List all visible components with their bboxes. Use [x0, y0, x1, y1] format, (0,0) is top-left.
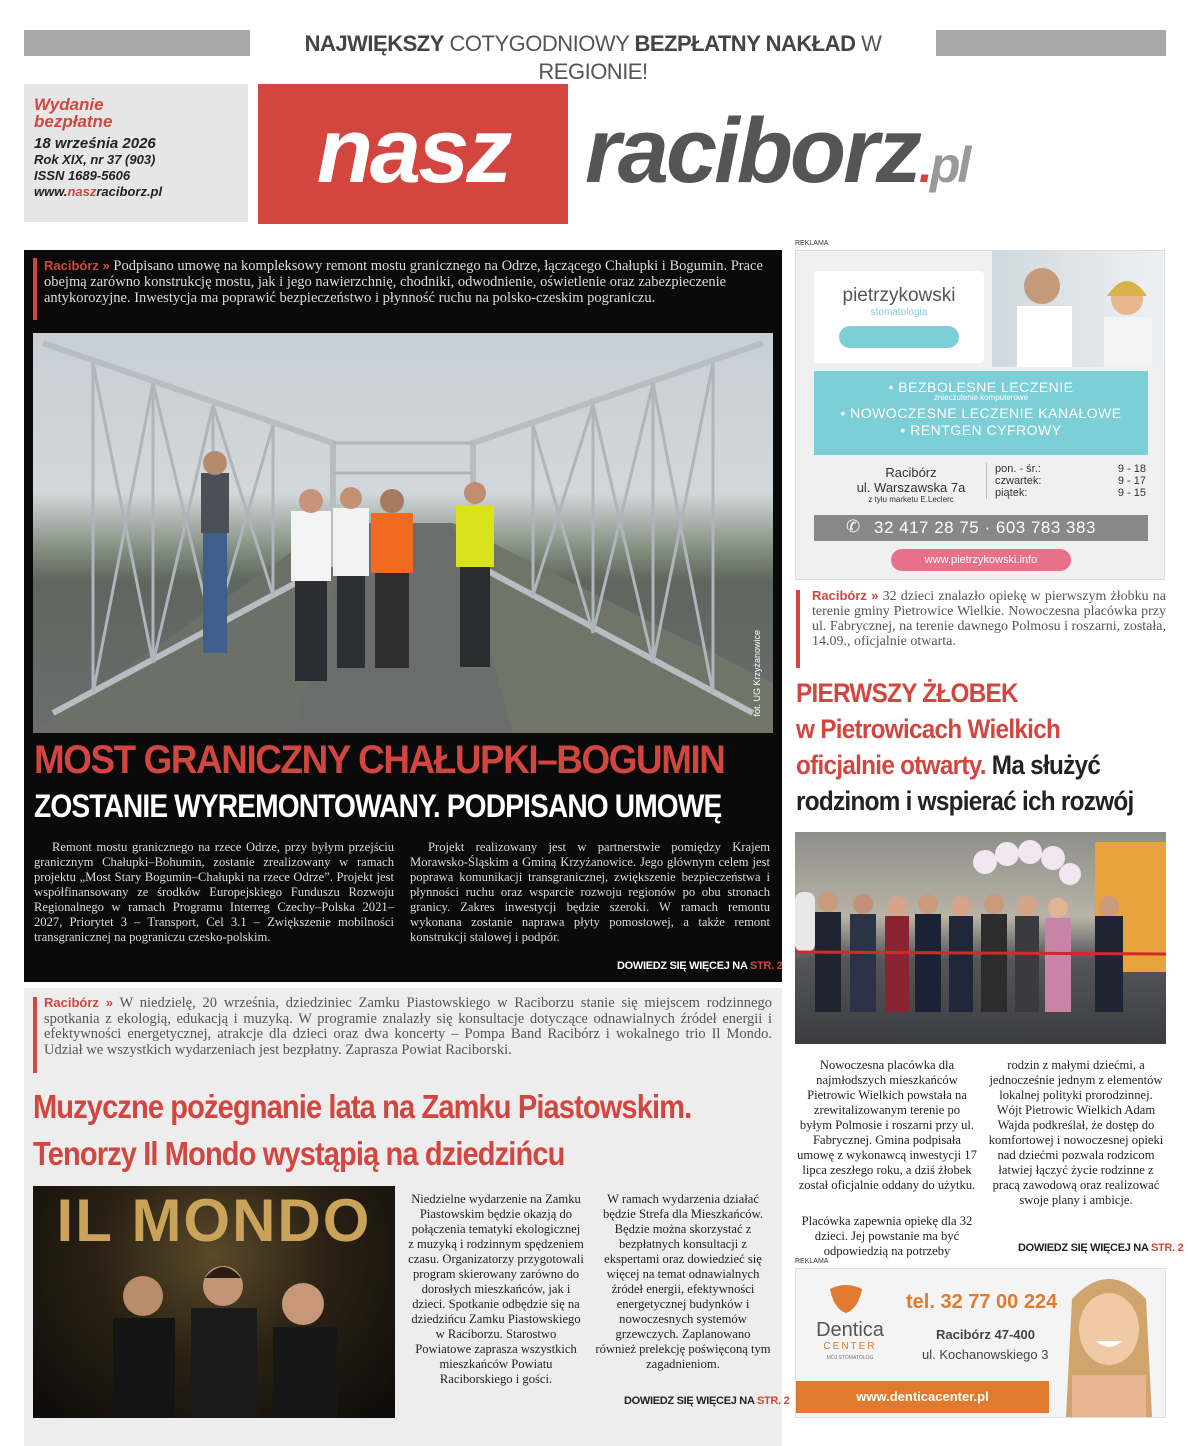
- music-col-1: Niedzielne wydarzenie na Zamku Piastowskim będzie okazją do połączenia tematyki ekologicznej z muzyką i rodzinnym spędzeniem czasu. Organizatorzy przygotowali program skierowany zarówno do dorosłych mieszkańców, jak i dzieci. Spotkanie odbędzie się na dziedzińcu Zamku Piastowskiego w Raciborzu. Starostwo Powiatowe zaprasza wszystkich mieszkańców Powiatu Raciborskiego i gości.: [408, 1192, 584, 1386]
- dentica-brand: Dentica: [816, 1319, 884, 1341]
- ad-pietrzykowski[interactable]: [795, 250, 1165, 580]
- ad-service-1: • BEZBOLESNE LECZENIE: [888, 379, 1074, 395]
- lead-accent-bar: [33, 258, 37, 320]
- nursery-head-4: rodzinom i wspierać ich rozwój: [796, 786, 1134, 816]
- free-edition-label: Wydanie: [34, 95, 104, 114]
- dentica-city: Racibórz 47-400: [936, 1327, 1035, 1342]
- ad-services: [814, 371, 1148, 455]
- music-accent-bar: [33, 997, 37, 1073]
- issue-issn: ISSN 1689-5606: [34, 168, 131, 183]
- nursery-accent-bar: [796, 590, 800, 668]
- issue-volume: Rok XIX, nr 37 (903): [34, 152, 156, 167]
- ad-brand-box: [814, 271, 984, 363]
- tagline: NAJWIĘKSZY COTYGODNIOWY BEZPŁATNY NAKŁAD W REGIONIE!: [250, 30, 936, 58]
- dentica-street: ul. Kochanowskiego 3: [922, 1347, 1049, 1362]
- main-headline-white: ZOSTANIE WYREMONTOWANY. PODPISANO UMOWĘ: [34, 788, 722, 824]
- phone-icon: ✆: [846, 517, 861, 536]
- poster-title: IL MONDO: [56, 1187, 372, 1254]
- ad-brand: pietrzykowski: [842, 285, 956, 306]
- ad-hours: pon. - śr.: 9 - 18 czwartek: 9 - 17 piątek: 9 - 15: [986, 463, 1146, 499]
- ad-label-2: REKLAMA: [795, 1258, 829, 1265]
- logo-nasz: nasz: [258, 84, 568, 224]
- dentica-logo-icon: [828, 1285, 864, 1315]
- dentica-phone[interactable]: tel. 32 77 00 224: [906, 1291, 1058, 1313]
- main-col-1: Remont mostu granicznego na rzece Odrze, przy byłym przejściu granicznym Chałupki–Bohumin, zostanie zrealizowany w ramach projektu „Most Stary Bogumin–Chałupki na rzece Odrze”. Projekt jest współfinansowany ze środków Europejskiego Funduszu Rozwoju Regionalnego w ramach Programu Interreg Czechy–Polska 2021–2027, Priorytet 3 – Transport, Cel 3.1 – Zwiększenie mobilności transgranicznej na pograniczu czesko-polskim.: [34, 840, 394, 944]
- nursery-more-link[interactable]: DOWIEDZ SIĘ WIĘCEJ NA STR. 2: [1018, 1242, 1184, 1254]
- music-more-link[interactable]: DOWIEDZ SIĘ WIĘCEJ NA STR. 2: [624, 1395, 790, 1407]
- ad-phones: 32 417 28 75 · 603 783 383: [874, 518, 1096, 537]
- ad-service-2: • NOWOCZESNE LECZENIE KANAŁOWE: [840, 405, 1122, 421]
- dentica-tag: MÓJ STOMATOLOG: [826, 1355, 874, 1361]
- main-lead: Racibórz » Podpisano umowę na kompleksowy remont mostu granicznego na Odrze, łączącego Chałupki i Bogumin. Prace obejmą zarówno konstrukcję mostu, jak i jego nawierzchnię, chodniki, odwodnienie, oświetlenie oraz zabezpieczenie antykorozyjne. Inwestycja ma poprawić bezpieczeństwo i płynność ruchu na polsko-czeskim pograniczu.: [44, 258, 763, 306]
- ad-photo-dentists: [992, 251, 1164, 367]
- main-more-link[interactable]: DOWIEDZ SIĘ WIĘCEJ NA STR. 2: [617, 960, 783, 972]
- main-col-2: Projekt realizowany jest w partnerstwie pomiędzy Krajem Morawsko-Śląskim a Gminą Krzyżanowice. Jego głównym celem jest poprawa komunikacji transgranicznej, zwiększenie bezpieczeństwa i płynności ruchu oraz wsparcie rozwoju regionów po obu stronach granicy. Zakres inwestycji będzie szeroki. W ramach remontu wykonana zostanie naprawa płyty pomostowej, a także remont konstrukcji stalowej i podpór.: [410, 840, 770, 944]
- dentica-url[interactable]: www.denticacenter.pl: [796, 1381, 1049, 1413]
- ad-dentica[interactable]: [795, 1268, 1166, 1418]
- music-lead: Racibórz » W niedzielę, 20 września, dziedziniec Zamku Piastowskiego w Raciborzu stanie się miejscem rodzinnego spotkania z ekologią, edukacją i muzyką. W programie znalazły się konsultacje dotyczące odnawialnych źródeł energii i efektywności energetycznej, atrakcje dla dzieci oraz dwa koncerty – Pompa Band Racibórz i wokalnego trio Il Mondo. Udział we wszystkich wydarzeniach jest bezpłatny. Zaprasza Powiat Raciborski.: [44, 995, 772, 1058]
- nursery-head-1: PIERWSZY ŻŁOBEK: [796, 678, 1018, 708]
- bridge-photo: [33, 333, 773, 733]
- free-edition-label-2: bezpłatne: [34, 112, 113, 131]
- ad-url[interactable]: www.pietrzykowski.info: [891, 549, 1071, 571]
- nursery-col-1: Nowoczesna placówka dla najmłodszych mieszkańców Pietrowic Wielkich powstała na zrewitalizowanym terenie po byłym Polmosie i roszarni przy ul. Fabrycznej. Gmina podpisała umowę z wykonawcą inwestycji 17 lipca zeszłego roku, a dziś żłobek został oficjalnie oddany do użytku.: [797, 1058, 977, 1192]
- nursery-col-1b: Placówka zapewnia opiekę dla 32 dzieci. Jej powstanie ma być odpowiedzią na potrzeby: [801, 1214, 973, 1258]
- nursery-col-2: rodzin z małymi dziećmi, a jednocześnie jednym z elementów lokalnej polityki prorodzinnej. Wójt Pietrowic Wielkich Adam Wajda podkreślał, że dostęp do komfortowej i nowoczesnej opieki nad dziećmi pozwala rodzicom łatwiej łączyć życie rodzinne z pracą zawodową oraz realizować swoje plany i ambicje.: [988, 1058, 1164, 1207]
- issue-url[interactable]: www.naszraciborz.pl: [34, 184, 163, 199]
- nursery-photo: [795, 832, 1166, 1044]
- ad-address: Racibórz ul. Warszawska 7a z tyłu marketu E.Leclerc: [856, 465, 966, 504]
- main-headline-red: MOST GRANICZNY CHAŁUPKI–BOGUMIN: [34, 738, 725, 782]
- nursery-head-3: oficjalnie otwarty. Ma służyć: [796, 750, 1101, 780]
- ad-brand-sub: stomatologia: [870, 307, 928, 318]
- nursery-head-2: w Pietrowicach Wielkich: [796, 714, 1061, 744]
- issue-info: [24, 84, 248, 222]
- tooth-icons: [839, 326, 959, 348]
- logo-raciborz: raciborz.pl: [585, 100, 969, 202]
- ad-service-1-sub: znieczulenie komputerowe: [933, 393, 1029, 402]
- dentica-brand-sub: CENTER: [823, 1341, 877, 1352]
- nursery-lead: Racibórz » 32 dzieci znalazło opiekę w pierwszym żłobku na terenie gminy Pietrowice Wielkie. Nowoczesna placówka przy ul. Fabrycznej, na terenie dawnego Polmosu i roszarni, została, 14.09., oficjalnie otwarta.: [812, 588, 1167, 649]
- dentica-photo-woman: [1052, 1269, 1166, 1417]
- music-col-2: W ramach wydarzenia działać będzie Strefa dla Mieszkańców. Będzie można skorzystać z bezpłatnych konsultacji z ekspertami oraz dowiedzieć się więcej na temat odnawialnych źródeł energii, efektywności energetycznej budynków i nowoczesnych systemów grzewczych. Zaplanowano również prelekcję poświęconą tym zagadnieniom.: [595, 1192, 771, 1371]
- issue-date: 18 września 2026: [34, 135, 156, 152]
- ad-label: REKLAMA: [795, 240, 829, 247]
- il-mondo-poster: [33, 1186, 395, 1418]
- music-head-1: Muzyczne pożegnanie lata na Zamku Piastowskim.: [33, 1088, 692, 1125]
- ad-service-3: • RENTGEN CYFROWY: [900, 422, 1062, 438]
- photo-credit: fot. UG Krzyżanowice: [752, 630, 762, 717]
- ad-phone-bar[interactable]: [814, 515, 1148, 541]
- music-head-2: Tenorzy Il Mondo wystąpią na dziedzińcu: [33, 1135, 565, 1172]
